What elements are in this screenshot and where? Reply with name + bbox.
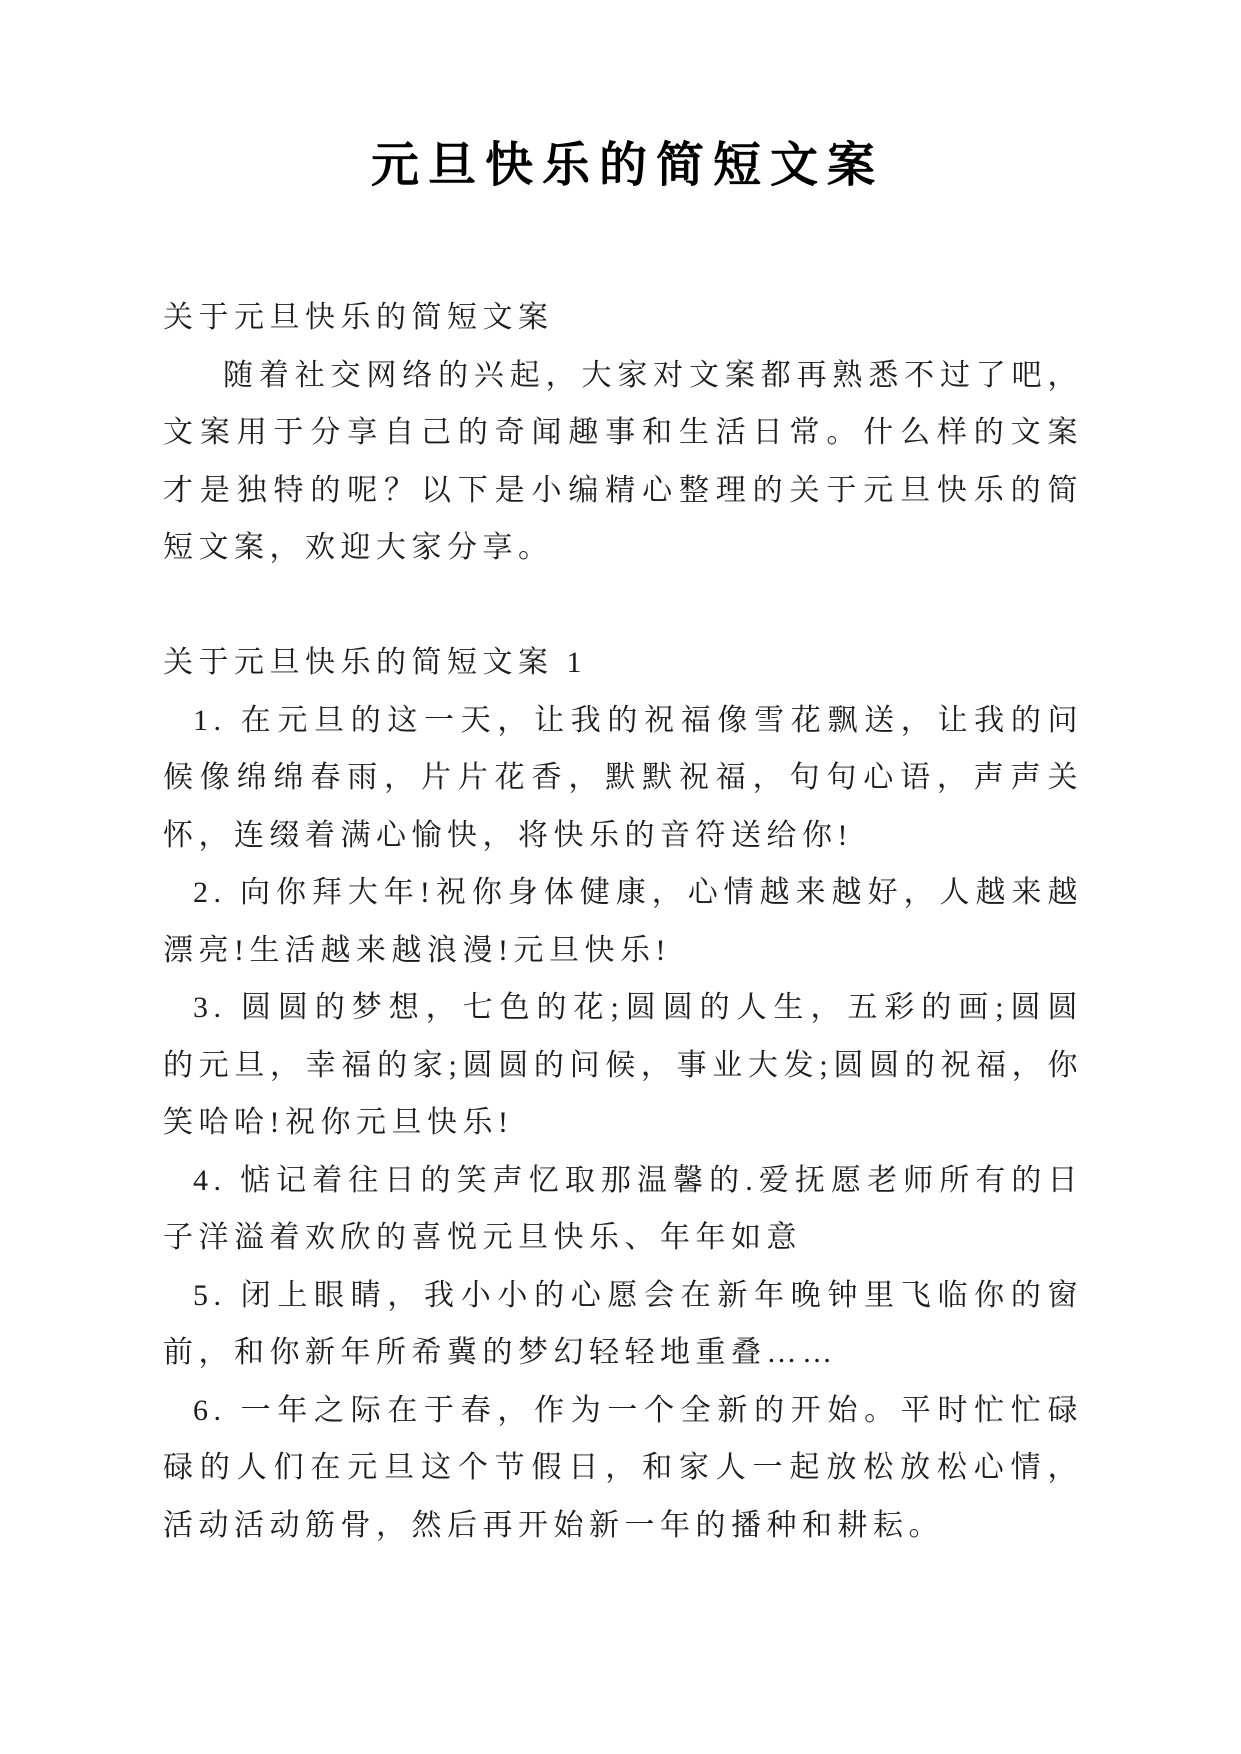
- document-title: 元旦快乐的简短文案: [370, 139, 884, 192]
- paragraph: 5. 闭上眼睛，我小小的心愿会在新年晚钟里飞临你的窗前，和你新年所希冀的梦幻轻轻地重叠……: [163, 1278, 1083, 1370]
- document-body: [163, 289, 1083, 1554]
- paragraph: 4. 惦记着往日的笑声忆取那温馨的.爱抚愿老师所有的日子洋溢着欢欣的喜悦元旦快乐、年年如意: [163, 1163, 1083, 1255]
- section-heading: 关于元旦快乐的简短文案 1: [163, 646, 587, 680]
- paragraph: 随着社交网络的兴起，大家对文案都再熟悉不过了吧，文案用于分享自己的奇闻趣事和生活日常。什么样的文案才是独特的呢？以下是小编精心整理的关于元旦快乐的简短文案，欢迎大家分享。: [163, 358, 1083, 565]
- paragraph: 2. 向你拜大年!祝你身体健康，心情越来越好，人越来越漂亮!生活越来越浪漫!元旦快乐!: [163, 876, 1083, 967]
- section-heading: 关于元旦快乐的简短文案: [163, 301, 554, 335]
- paragraph: 3. 圆圆的梦想，七色的花;圆圆的人生，五彩的画;圆圆的元旦，幸福的家;圆圆的问候，事业大发;圆圆的祝福，你笑哈哈!祝你元旦快乐!: [163, 991, 1083, 1140]
- blank-line: [163, 577, 1083, 635]
- paragraph: 1. 在元旦的这一天，让我的祝福像雪花飘送，让我的问候像绵绵春雨，片片花香，默默祝福，句句心语，声声关怀，连缀着满心愉快，将快乐的音符送给你!: [163, 703, 1083, 852]
- paragraph: 6. 一年之际在于春，作为一个全新的开始。平时忙忙碌碌的人们在元旦这个节假日，和家人一起放松放松心情，活动活动筋骨，然后再开始新一年的播种和耕耘。: [163, 1393, 1083, 1542]
